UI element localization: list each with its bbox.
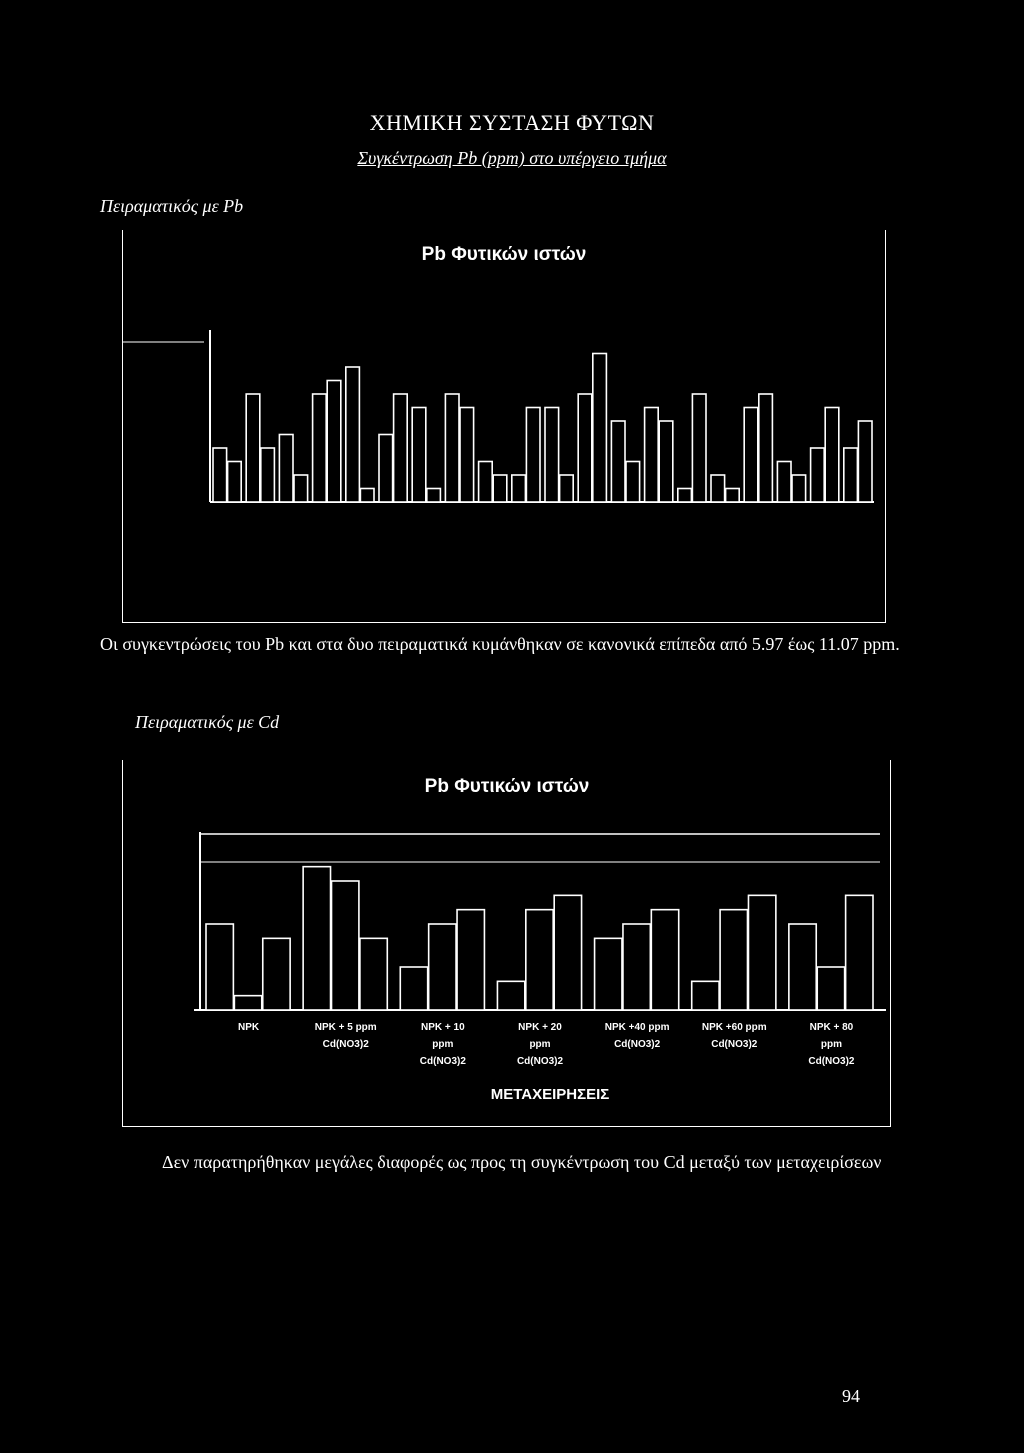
chart-pb-bar-b-7: [427, 489, 441, 503]
chart-pb-bar-a-18: [777, 462, 791, 503]
chart-pb-plot: [122, 230, 886, 624]
chart-pb-bar-b-8: [460, 408, 474, 503]
section-label-cd: Πειραματικός με Cd: [135, 712, 280, 732]
chart-pb-bar-b-14: [659, 421, 673, 502]
chart-cd-bar-a-3: [400, 967, 427, 1010]
chart-pb-bar-b-18: [792, 475, 806, 502]
chart-cd-bar-c-2: [360, 938, 387, 1010]
chart-pb-bar-a-14: [645, 408, 659, 503]
chart-cd-tick-label-5: NPK +40 ppm Cd(NO3)2: [604, 1022, 670, 1050]
chart-cd-tick-label-4: NPK + 20 ppm Cd(NO3)2: [516, 1022, 564, 1067]
chart-cd-tick-label-6: NPK +60 ppm Cd(NO3)2: [701, 1022, 767, 1050]
chart-pb-bar-b-10: [526, 408, 540, 503]
chart-pb-bar-b-6: [394, 394, 408, 502]
chart-pb-bar-a-7: [412, 408, 426, 503]
chart-cd-plot: [122, 760, 892, 1128]
chart-pb-bar-a-3: [279, 435, 293, 503]
paragraph-cd-results: Δεν παρατηρήθηκαν μεγάλες διαφορές ως προς τη συγκέντρωση του Cd μεταξύ των μεταχειρίσεων: [162, 1152, 882, 1172]
chart-pb-bar-a-1: [213, 448, 227, 502]
chart-pb-bar-b-19: [825, 408, 839, 503]
chart-cd-tick-label-3: NPK + 10 ppm Cd(NO3)2: [419, 1022, 466, 1067]
chart-pb-bar-b-2: [261, 448, 275, 502]
chart-pb-bar-b-17: [759, 394, 773, 502]
chart-pb-bar-a-6: [379, 435, 393, 503]
chart-cd-xlabel: ΜΕΤΑΧΕΙΡΗΣΕΙΣ: [490, 1086, 610, 1103]
chart-cd-tick-label-1: NPK: [238, 1022, 260, 1033]
chart-cd-bar-c-6: [748, 895, 775, 1010]
paragraph-pb-results: Οι συγκεντρώσεις του Pb και στα δυο πειραματικά κυμάνθηκαν σε κανονικά επίπεδα από 5.97 έως 11.07 ppm.: [100, 634, 900, 654]
chart-pb-bar-a-10: [512, 475, 526, 502]
chart-pb-bar-a-12: [578, 394, 592, 502]
section-label-pb: Πειραματικός με Pb: [100, 196, 244, 216]
document-subtitle: Συγκέντρωση Pb (ppm) στο υπέργειο τμήμα: [357, 148, 667, 168]
chart-pb-bar-b-11: [560, 475, 574, 502]
chart-cd-bar-a-2: [303, 867, 330, 1010]
chart-cd-bar-b-6: [720, 910, 747, 1010]
chart-cd-bar-c-3: [457, 910, 484, 1010]
chart-pb-bar-b-5: [360, 489, 374, 503]
chart-cd-bar-b-2: [332, 881, 359, 1010]
chart-cd-tick-label-2: NPK + 5 ppm Cd(NO3)2: [314, 1022, 377, 1050]
chart-cd-bar-c-1: [263, 938, 290, 1010]
chart-pb-bar-a-8: [445, 394, 459, 502]
chart-pb-bar-a-19: [811, 448, 825, 502]
chart-pb-bar-a-2: [246, 394, 260, 502]
chart-pb-bar-b-9: [493, 475, 507, 502]
chart-cd-bar-b-7: [817, 967, 844, 1010]
page-number: 94: [842, 1386, 860, 1406]
chart-cd-bar-a-5: [595, 938, 622, 1010]
chart-cd-bar-a-4: [497, 981, 524, 1010]
chart-cd-bar-a-6: [692, 981, 719, 1010]
chart-cd-bar-c-4: [554, 895, 581, 1010]
chart-pb-bar-b-16: [726, 489, 740, 503]
chart-cd-bar-b-5: [623, 924, 650, 1010]
chart-cd-bar-c-5: [651, 910, 678, 1010]
chart-pb-bar-b-12: [593, 354, 607, 503]
chart-pb-bar-a-20: [844, 448, 858, 502]
chart-pb-bar-b-20: [858, 421, 872, 502]
chart-pb-bar-b-3: [294, 475, 308, 502]
chart-cd-bar-b-1: [234, 996, 261, 1010]
chart-cd-tick-label-7: NPK + 80 ppm Cd(NO3)2: [808, 1022, 855, 1067]
chart-pb-bar-a-17: [744, 408, 758, 503]
chart-pb-title: Pb Φυτικών ιστών: [421, 244, 587, 265]
chart-cd-bar-b-4: [526, 910, 553, 1010]
chart-pb-bar-b-13: [626, 462, 640, 503]
chart-cd-bar-b-3: [429, 924, 456, 1010]
chart-pb-bar-b-4: [327, 381, 341, 503]
chart-cd-bar-a-1: [206, 924, 233, 1010]
chart-pb-bar-b-1: [228, 462, 242, 503]
chart-cd-bar-a-7: [789, 924, 816, 1010]
chart-cd-title: Pb Φυτικών ιστών: [424, 776, 590, 797]
chart-pb-bar-a-11: [545, 408, 559, 503]
chart-pb-bar-a-15: [678, 489, 692, 503]
chart-pb-bar-a-13: [611, 421, 625, 502]
chart-pb-bar-b-15: [692, 394, 706, 502]
document-title: ΧΗΜΙΚΗ ΣΥΣΤΑΣΗ ΦΥΤΩΝ: [369, 110, 655, 135]
chart-pb-bar-a-4: [313, 394, 327, 502]
chart-pb-bar-a-16: [711, 475, 725, 502]
chart-pb-bar-a-5: [346, 367, 360, 502]
chart-cd-bar-c-7: [846, 895, 873, 1010]
chart-pb-bar-a-9: [479, 462, 493, 503]
